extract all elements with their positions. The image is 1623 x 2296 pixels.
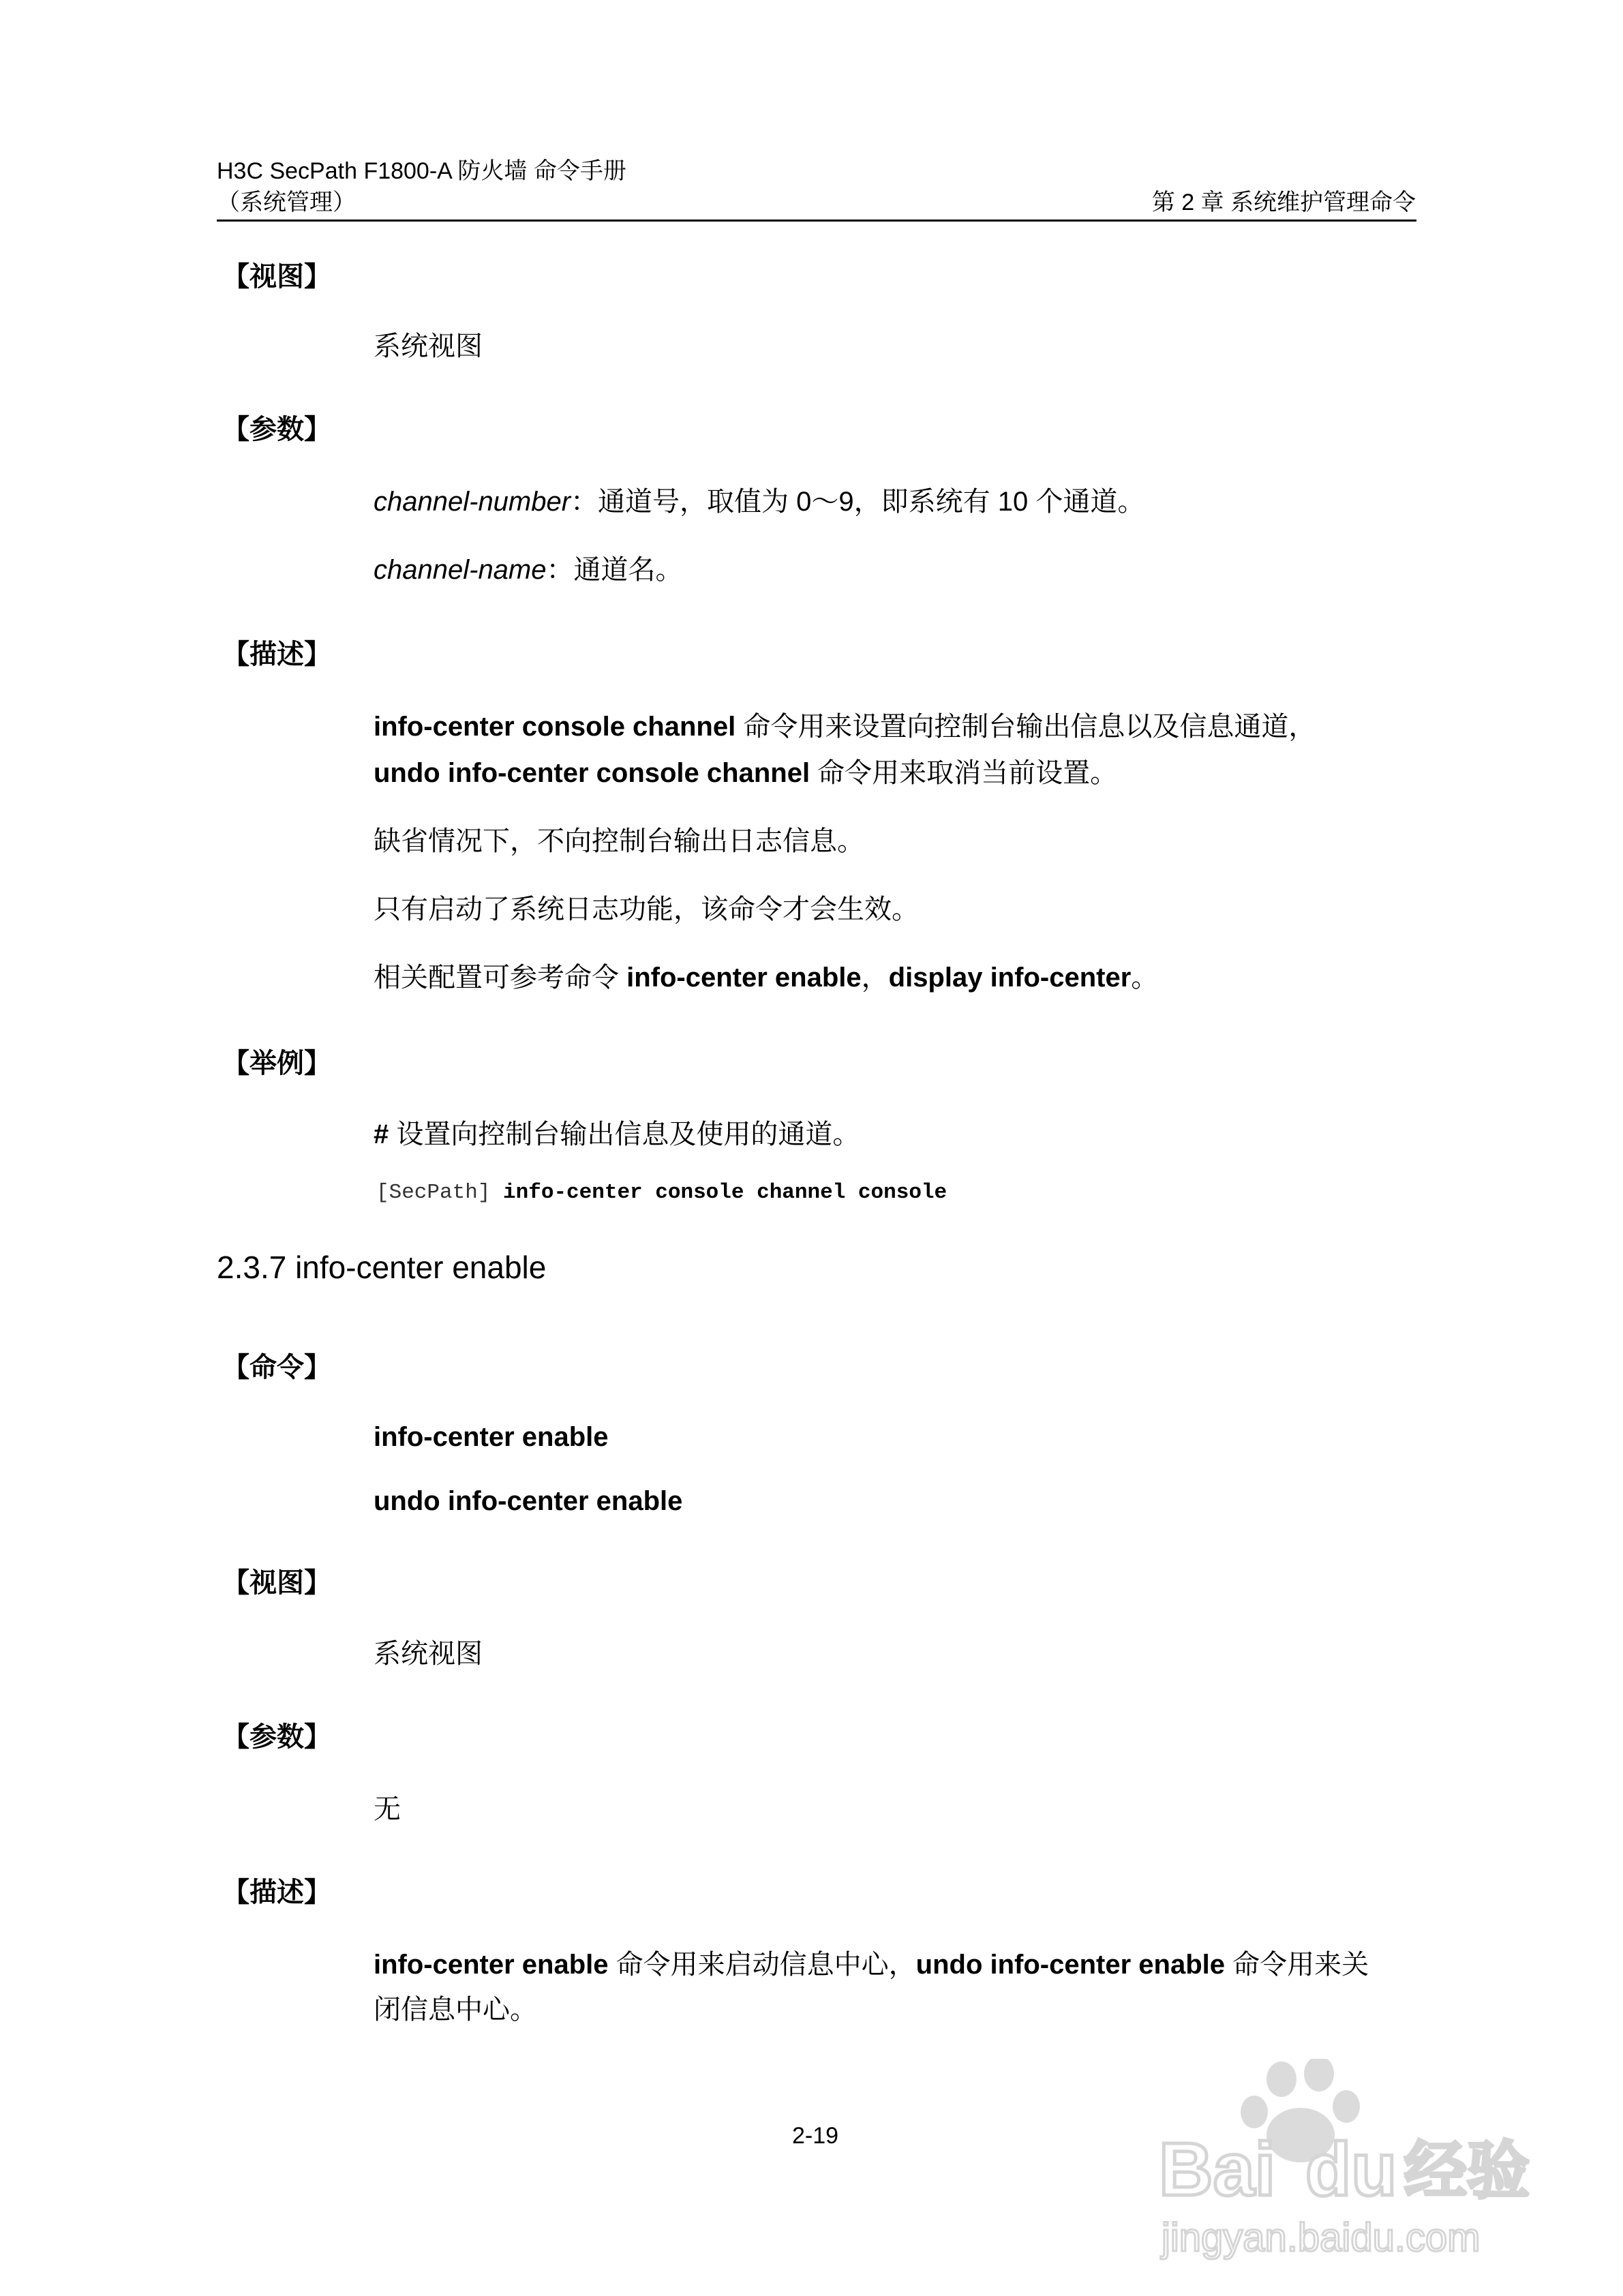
related-command-2: display info-center — [888, 963, 1132, 993]
code-command: info-center console channel console — [503, 1181, 947, 1205]
command-text: info-center console channel — [374, 712, 736, 742]
example-comment — [374, 1111, 860, 1158]
desc-text: 命令用来设置向控制台输出信息以及信息通道， — [735, 712, 1316, 742]
related-command-1: info-center enable — [626, 963, 862, 993]
desc-text: 命令用来取消当前设置。 — [810, 758, 1118, 788]
baidu-watermark-logo — [1159, 2059, 1541, 2263]
svg-text:经验: 经验 — [1404, 2134, 1530, 2207]
section-title: 2.3.7 info-center enable — [217, 1250, 547, 1285]
view-heading-2: 【视图】 — [222, 1568, 331, 1598]
param-heading: 【参数】 — [222, 414, 331, 444]
desc-line-1 — [374, 704, 1316, 750]
svg-text:Bai: Bai — [1159, 2128, 1276, 2211]
separator: ， — [861, 963, 889, 993]
hash-mark: # — [374, 1119, 389, 1149]
desc-text: 相关配置可参考命令 — [374, 963, 627, 993]
command-text: undo info-center console channel — [374, 758, 810, 788]
desc-heading-2: 【描述】 — [222, 1877, 331, 1907]
code-prompt: [SecPath] — [376, 1181, 504, 1205]
param-heading-2: 【参数】 — [222, 1722, 331, 1752]
header-title: H3C SecPath F1800-A 防火墙 命令手册 — [217, 158, 626, 184]
view-text: 系统视图 — [374, 331, 483, 361]
svg-text:du: du — [1305, 2128, 1397, 2211]
command-syntax-2: undo info-center enable — [374, 1486, 683, 1516]
cmd-heading: 【命令】 — [222, 1353, 331, 1383]
desc-related — [374, 954, 1158, 1001]
param-name: channel-number — [374, 487, 571, 517]
header-rule — [217, 220, 1416, 222]
example-text: 设置向控制台输出信息及使用的通道。 — [389, 1119, 860, 1149]
desc-text: 命令用来启动信息中心， — [608, 1950, 916, 1980]
header-chapter: 第 2 章 系统维护管理命令 — [1151, 190, 1416, 215]
desc2-line-2: 闭信息中心。 — [374, 1995, 537, 2025]
param-desc: ：通道名。 — [546, 555, 683, 585]
page-number: 2-19 — [792, 2123, 839, 2149]
command-text: undo info-center enable — [915, 1950, 1225, 1980]
svg-text:jingyan.baidu.com: jingyan.baidu.com — [1162, 2216, 1481, 2260]
view-heading: 【视图】 — [222, 262, 331, 292]
example-heading: 【举例】 — [222, 1048, 331, 1078]
param-text-2: 无 — [374, 1794, 401, 1824]
param-desc: ：通道号，取值为 0～9，即系统有 10 个通道。 — [571, 487, 1145, 517]
param-channel-number — [374, 479, 1144, 525]
view-text-2: 系统视图 — [374, 1639, 483, 1669]
desc-condition: 只有启动了系统日志功能，该命令才会生效。 — [374, 894, 919, 924]
param-name: channel-name — [374, 555, 547, 585]
header-subtitle: （系统管理） — [217, 190, 356, 215]
desc-default: 缺省情况下，不向控制台输出日志信息。 — [374, 826, 864, 856]
desc-line-2 — [374, 750, 1117, 796]
param-channel-name — [374, 547, 683, 593]
desc-text: 命令用来关 — [1225, 1950, 1369, 1980]
command-syntax-1: info-center enable — [374, 1422, 609, 1452]
desc-heading: 【描述】 — [222, 639, 331, 669]
period: 。 — [1131, 963, 1159, 993]
example-code — [376, 1181, 947, 1205]
desc2-line-1 — [374, 1942, 1369, 1988]
command-text: info-center enable — [374, 1950, 609, 1980]
